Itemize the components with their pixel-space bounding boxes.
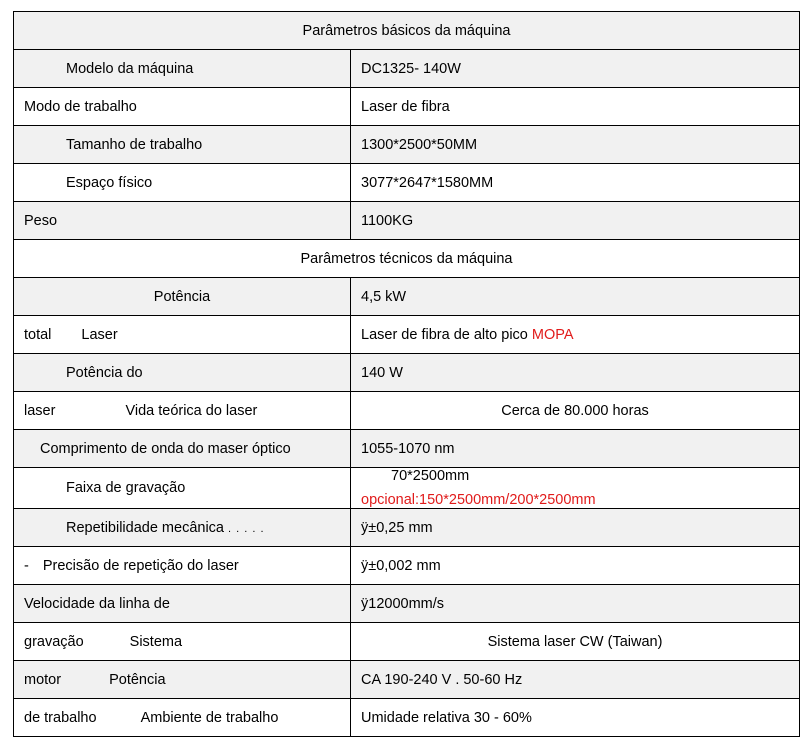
row-label: Velocidade da linha de xyxy=(14,585,351,623)
table-row xyxy=(14,699,800,737)
row-label: Comprimento de onda do maser óptico xyxy=(14,430,351,468)
row-value xyxy=(351,316,800,354)
row-label-part: Precisão de repetição do laser xyxy=(42,557,239,574)
table-row xyxy=(14,661,800,699)
table-row xyxy=(14,164,800,202)
table-row xyxy=(14,547,800,585)
technical-params-header-row xyxy=(14,240,800,278)
row-label-part: Sistema xyxy=(129,633,183,650)
row-value: 3077*2647*1580MM xyxy=(351,164,800,202)
row-label: Faixa de gravação xyxy=(14,468,351,509)
row-value xyxy=(351,468,800,509)
row-label xyxy=(14,661,351,699)
table-row xyxy=(14,509,800,547)
row-value: ÿ±0,002 mm xyxy=(351,547,800,585)
row-label: Modelo da máquina xyxy=(14,50,351,88)
row-value: DC1325- 140W xyxy=(351,50,800,88)
table-row xyxy=(14,278,800,316)
row-label: Peso xyxy=(14,202,351,240)
row-label-part: gravação xyxy=(24,633,84,650)
table-row xyxy=(14,316,800,354)
table-row xyxy=(14,585,800,623)
table-row xyxy=(14,126,800,164)
table-row xyxy=(14,392,800,430)
row-label xyxy=(14,623,351,661)
row-mark: - xyxy=(24,557,29,574)
row-value: 1055-1070 nm xyxy=(351,430,800,468)
row-value: Laser de fibra xyxy=(351,88,800,126)
table-row xyxy=(14,623,800,661)
row-label xyxy=(14,509,351,547)
row-value: CA 190-240 V . 50-60 Hz xyxy=(351,661,800,699)
row-value: Sistema laser CW (Taiwan) xyxy=(351,623,800,661)
row-label xyxy=(14,699,351,737)
basic-params-title: Parâmetros básicos da máquina xyxy=(14,12,800,50)
row-label-part: Potência xyxy=(109,671,166,688)
row-value-part: Laser de fibra de alto pico xyxy=(361,326,532,343)
row-value: Cerca de 80.000 horas xyxy=(351,392,800,430)
row-value-part: 70*2500mm xyxy=(391,468,470,484)
table-row xyxy=(14,88,800,126)
row-value: 140 W xyxy=(351,354,800,392)
mopa-highlight: MOPA xyxy=(531,326,574,343)
row-label: Espaço físico xyxy=(14,164,351,202)
row-value: 1100KG xyxy=(351,202,800,240)
technical-params-title: Parâmetros técnicos da máquina xyxy=(14,240,800,278)
table-row xyxy=(14,50,800,88)
row-label xyxy=(14,547,351,585)
spec-table xyxy=(13,11,800,737)
row-value: 1300*2500*50MM xyxy=(351,126,800,164)
row-label-part: Vida teórica do laser xyxy=(125,402,258,419)
row-label xyxy=(14,316,351,354)
row-value: ÿ12000mm/s xyxy=(351,585,800,623)
row-label: Tamanho de trabalho xyxy=(14,126,351,164)
row-label-part: Repetibilidade mecânica xyxy=(66,519,224,536)
row-label-part: motor xyxy=(24,671,62,688)
row-label-part: de trabalho xyxy=(24,709,97,726)
row-label: Potência do xyxy=(14,354,351,392)
basic-params-header-row xyxy=(14,12,800,50)
row-value: Umidade relativa 30 - 60% xyxy=(351,699,800,737)
optional-value: opcional:150*2500mm/200*2500mm xyxy=(361,492,596,508)
row-label: Potência xyxy=(14,278,351,316)
table-row xyxy=(14,202,800,240)
dots: . . . . . xyxy=(228,522,265,535)
row-label-part: laser xyxy=(24,402,56,419)
table-row xyxy=(14,430,800,468)
row-label: Modo de trabalho xyxy=(14,88,351,126)
row-label xyxy=(14,392,351,430)
row-value: 4,5 kW xyxy=(351,278,800,316)
row-value: ÿ±0,25 mm xyxy=(351,509,800,547)
row-label-part: Ambiente de trabalho xyxy=(140,709,279,726)
table-row xyxy=(14,468,800,509)
row-label-part: total xyxy=(24,326,52,343)
row-label-part: Laser xyxy=(81,326,118,343)
table-row xyxy=(14,354,800,392)
